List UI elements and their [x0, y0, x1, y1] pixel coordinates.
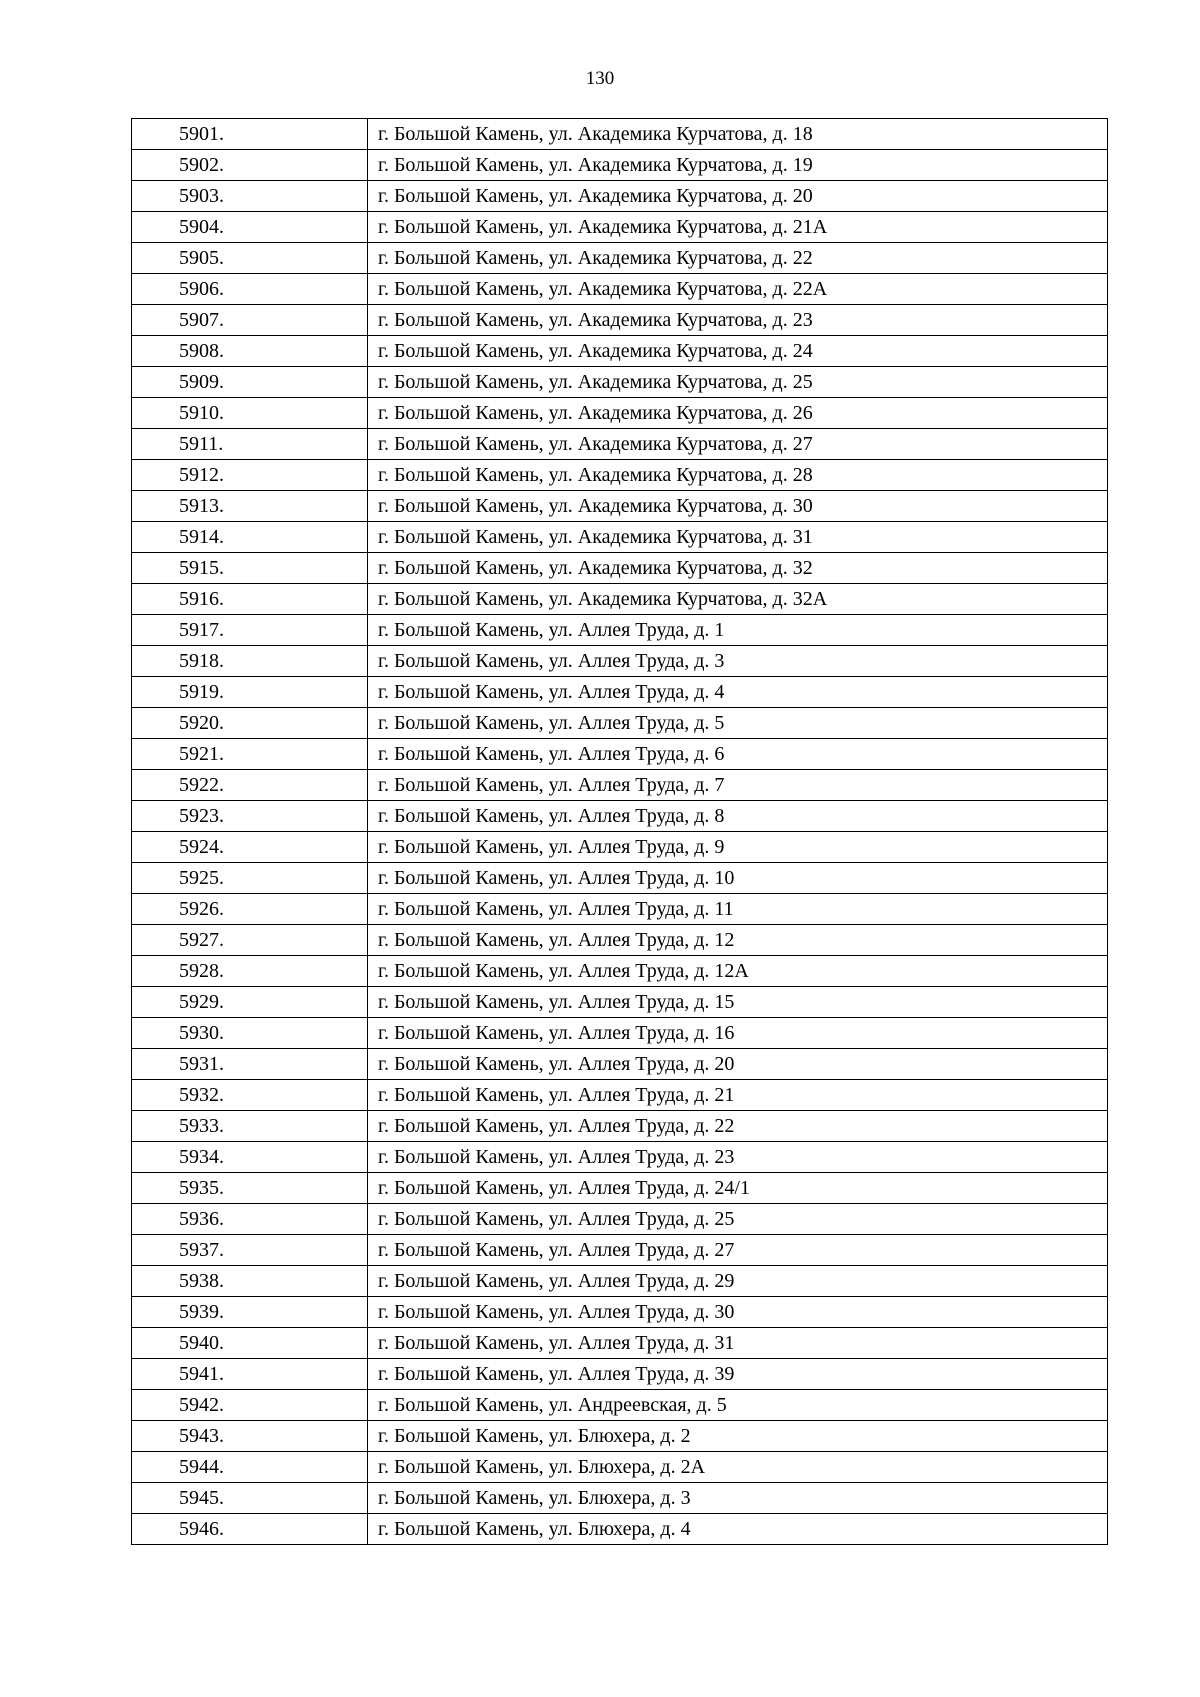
- row-number-cell: 5936.: [132, 1204, 368, 1235]
- address-table-body: [132, 119, 1108, 1545]
- address-cell: г. Большой Камень, ул. Андреевская, д. 5: [368, 1390, 1108, 1421]
- address-cell: г. Большой Камень, ул. Аллея Труда, д. 23: [368, 1142, 1108, 1173]
- address-cell: г. Большой Камень, ул. Блюхера, д. 2А: [368, 1452, 1108, 1483]
- address-cell: г. Большой Камень, ул. Аллея Труда, д. 21: [368, 1080, 1108, 1111]
- table-row: [132, 1018, 1108, 1049]
- row-number-cell: 5920.: [132, 708, 368, 739]
- table-row: [132, 801, 1108, 832]
- row-number-cell: 5946.: [132, 1514, 368, 1545]
- row-number-cell: 5901.: [132, 119, 368, 150]
- address-cell: г. Большой Камень, ул. Академика Курчатова, д. 19: [368, 150, 1108, 181]
- table-row: [132, 1359, 1108, 1390]
- table-row: [132, 367, 1108, 398]
- row-number-cell: 5943.: [132, 1421, 368, 1452]
- address-cell: г. Большой Камень, ул. Академика Курчатова, д. 20: [368, 181, 1108, 212]
- row-number-cell: 5915.: [132, 553, 368, 584]
- row-number-cell: 5929.: [132, 987, 368, 1018]
- address-cell: г. Большой Камень, ул. Академика Курчатова, д. 26: [368, 398, 1108, 429]
- row-number-cell: 5905.: [132, 243, 368, 274]
- row-number-cell: 5916.: [132, 584, 368, 615]
- address-cell: г. Большой Камень, ул. Академика Курчатова, д. 18: [368, 119, 1108, 150]
- table-row: [132, 832, 1108, 863]
- address-cell: г. Большой Камень, ул. Академика Курчатова, д. 28: [368, 460, 1108, 491]
- table-row: [132, 1483, 1108, 1514]
- table-row: [132, 243, 1108, 274]
- table-row: [132, 708, 1108, 739]
- address-cell: г. Большой Камень, ул. Академика Курчатова, д. 31: [368, 522, 1108, 553]
- table-row: [132, 1173, 1108, 1204]
- address-cell: г. Большой Камень, ул. Академика Курчатова, д. 32: [368, 553, 1108, 584]
- table-row: [132, 305, 1108, 336]
- row-number-cell: 5940.: [132, 1328, 368, 1359]
- row-number-cell: 5924.: [132, 832, 368, 863]
- table-row: [132, 1204, 1108, 1235]
- row-number-cell: 5938.: [132, 1266, 368, 1297]
- table-row: [132, 522, 1108, 553]
- row-number-cell: 5930.: [132, 1018, 368, 1049]
- address-cell: г. Большой Камень, ул. Аллея Труда, д. 10: [368, 863, 1108, 894]
- address-cell: г. Большой Камень, ул. Аллея Труда, д. 30: [368, 1297, 1108, 1328]
- row-number-cell: 5926.: [132, 894, 368, 925]
- address-cell: г. Большой Камень, ул. Академика Курчатова, д. 30: [368, 491, 1108, 522]
- row-number-cell: 5941.: [132, 1359, 368, 1390]
- table-row: [132, 987, 1108, 1018]
- address-cell: г. Большой Камень, ул. Аллея Труда, д. 20: [368, 1049, 1108, 1080]
- table-row: [132, 1390, 1108, 1421]
- table-row: [132, 119, 1108, 150]
- address-cell: г. Большой Камень, ул. Аллея Труда, д. 12А: [368, 956, 1108, 987]
- address-cell: г. Большой Камень, ул. Аллея Труда, д. 9: [368, 832, 1108, 863]
- address-cell: г. Большой Камень, ул. Аллея Труда, д. 29: [368, 1266, 1108, 1297]
- table-row: [132, 460, 1108, 491]
- row-number-cell: 5903.: [132, 181, 368, 212]
- page-number: 130: [585, 68, 615, 89]
- row-number-cell: 5911.: [132, 429, 368, 460]
- row-number-cell: 5904.: [132, 212, 368, 243]
- row-number-cell: 5934.: [132, 1142, 368, 1173]
- row-number-cell: 5932.: [132, 1080, 368, 1111]
- table-row: [132, 739, 1108, 770]
- row-number-cell: 5919.: [132, 677, 368, 708]
- table-row: [132, 1297, 1108, 1328]
- table-row: [132, 1235, 1108, 1266]
- address-cell: г. Большой Камень, ул. Аллея Труда, д. 24/1: [368, 1173, 1108, 1204]
- row-number-cell: 5922.: [132, 770, 368, 801]
- row-number-cell: 5909.: [132, 367, 368, 398]
- row-number-cell: 5906.: [132, 274, 368, 305]
- table-row: [132, 1452, 1108, 1483]
- table-row: [132, 212, 1108, 243]
- table-row: [132, 677, 1108, 708]
- row-number-cell: 5914.: [132, 522, 368, 553]
- table-row: [132, 398, 1108, 429]
- address-cell: г. Большой Камень, ул. Аллея Труда, д. 12: [368, 925, 1108, 956]
- row-number-cell: 5902.: [132, 150, 368, 181]
- row-number-cell: 5925.: [132, 863, 368, 894]
- table-row: [132, 956, 1108, 987]
- address-cell: г. Большой Камень, ул. Аллея Труда, д. 22: [368, 1111, 1108, 1142]
- address-cell: г. Большой Камень, ул. Аллея Труда, д. 27: [368, 1235, 1108, 1266]
- row-number-cell: 5907.: [132, 305, 368, 336]
- table-row: [132, 181, 1108, 212]
- row-number-cell: 5917.: [132, 615, 368, 646]
- table-row: [132, 646, 1108, 677]
- row-number-cell: 5927.: [132, 925, 368, 956]
- address-cell: г. Большой Камень, ул. Блюхера, д. 2: [368, 1421, 1108, 1452]
- address-cell: г. Большой Камень, ул. Академика Курчатова, д. 22: [368, 243, 1108, 274]
- row-number-cell: 5928.: [132, 956, 368, 987]
- table-row: [132, 925, 1108, 956]
- address-cell: г. Большой Камень, ул. Академика Курчатова, д. 24: [368, 336, 1108, 367]
- address-cell: г. Большой Камень, ул. Аллея Труда, д. 15: [368, 987, 1108, 1018]
- address-cell: г. Большой Камень, ул. Академика Курчатова, д. 21А: [368, 212, 1108, 243]
- address-table: [131, 118, 1108, 1545]
- row-number-cell: 5937.: [132, 1235, 368, 1266]
- row-number-cell: 5939.: [132, 1297, 368, 1328]
- address-cell: г. Большой Камень, ул. Академика Курчатова, д. 23: [368, 305, 1108, 336]
- row-number-cell: 5944.: [132, 1452, 368, 1483]
- table-row: [132, 336, 1108, 367]
- address-cell: г. Большой Камень, ул. Аллея Труда, д. 4: [368, 677, 1108, 708]
- address-cell: г. Большой Камень, ул. Блюхера, д. 4: [368, 1514, 1108, 1545]
- row-number-cell: 5935.: [132, 1173, 368, 1204]
- address-cell: г. Большой Камень, ул. Академика Курчатова, д. 27: [368, 429, 1108, 460]
- table-row: [132, 1421, 1108, 1452]
- address-cell: г. Большой Камень, ул. Аллея Труда, д. 8: [368, 801, 1108, 832]
- table-row: [132, 1328, 1108, 1359]
- table-row: [132, 429, 1108, 460]
- address-cell: г. Большой Камень, ул. Аллея Труда, д. 31: [368, 1328, 1108, 1359]
- row-number-cell: 5942.: [132, 1390, 368, 1421]
- row-number-cell: 5931.: [132, 1049, 368, 1080]
- table-row: [132, 584, 1108, 615]
- table-row: [132, 491, 1108, 522]
- row-number-cell: 5923.: [132, 801, 368, 832]
- address-cell: г. Большой Камень, ул. Аллея Труда, д. 39: [368, 1359, 1108, 1390]
- address-cell: г. Большой Камень, ул. Аллея Труда, д. 6: [368, 739, 1108, 770]
- table-row: [132, 894, 1108, 925]
- address-cell: г. Большой Камень, ул. Академика Курчатова, д. 22А: [368, 274, 1108, 305]
- address-cell: г. Большой Камень, ул. Аллея Труда, д. 11: [368, 894, 1108, 925]
- table-row: [132, 1142, 1108, 1173]
- address-cell: г. Большой Камень, ул. Аллея Труда, д. 3: [368, 646, 1108, 677]
- table-row: [132, 1514, 1108, 1545]
- table-row: [132, 274, 1108, 305]
- table-row: [132, 150, 1108, 181]
- row-number-cell: 5933.: [132, 1111, 368, 1142]
- row-number-cell: 5921.: [132, 739, 368, 770]
- address-cell: г. Большой Камень, ул. Аллея Труда, д. 7: [368, 770, 1108, 801]
- table-row: [132, 1049, 1108, 1080]
- row-number-cell: 5945.: [132, 1483, 368, 1514]
- address-cell: г. Большой Камень, ул. Аллея Труда, д. 5: [368, 708, 1108, 739]
- row-number-cell: 5908.: [132, 336, 368, 367]
- table-row: [132, 770, 1108, 801]
- row-number-cell: 5910.: [132, 398, 368, 429]
- table-row: [132, 1080, 1108, 1111]
- table-row: [132, 1111, 1108, 1142]
- table-row: [132, 1266, 1108, 1297]
- table-row: [132, 615, 1108, 646]
- address-cell: г. Большой Камень, ул. Академика Курчатова, д. 25: [368, 367, 1108, 398]
- address-cell: г. Большой Камень, ул. Аллея Труда, д. 25: [368, 1204, 1108, 1235]
- address-cell: г. Большой Камень, ул. Блюхера, д. 3: [368, 1483, 1108, 1514]
- row-number-cell: 5913.: [132, 491, 368, 522]
- table-row: [132, 553, 1108, 584]
- row-number-cell: 5918.: [132, 646, 368, 677]
- address-cell: г. Большой Камень, ул. Аллея Труда, д. 1: [368, 615, 1108, 646]
- table-row: [132, 863, 1108, 894]
- address-cell: г. Большой Камень, ул. Аллея Труда, д. 16: [368, 1018, 1108, 1049]
- row-number-cell: 5912.: [132, 460, 368, 491]
- address-cell: г. Большой Камень, ул. Академика Курчатова, д. 32А: [368, 584, 1108, 615]
